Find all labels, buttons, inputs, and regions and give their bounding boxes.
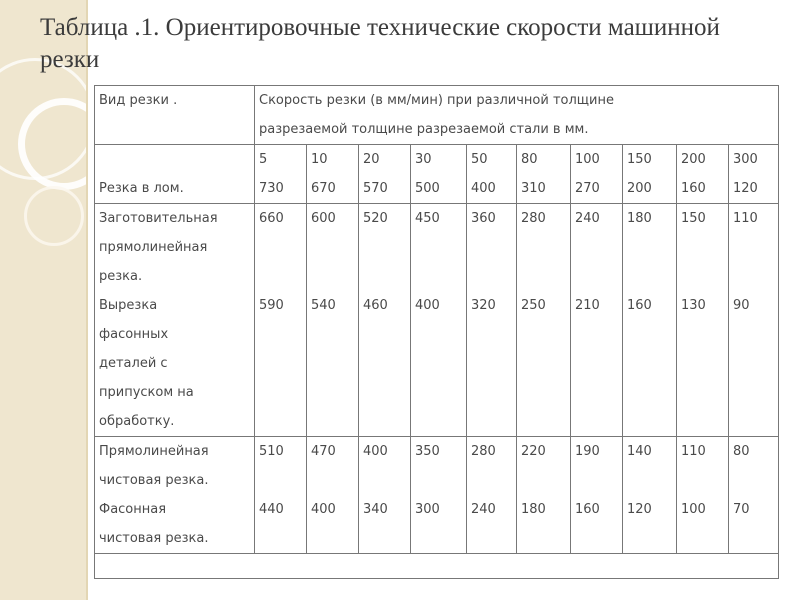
shaped-speed-value: 320 — [471, 298, 496, 313]
shaped-speed-value: 540 — [311, 298, 336, 313]
finish-label-cell — [95, 437, 255, 554]
finish-speed-value: 470 — [311, 444, 336, 459]
scrap-label: Резка в лом. — [99, 181, 184, 196]
finish-speed-cell — [255, 437, 307, 554]
rough-speed-cell — [255, 204, 307, 437]
finish-speed-cell — [729, 437, 779, 554]
scrap-speed-value: 120 — [733, 181, 758, 196]
scrap-label-cell — [95, 145, 255, 204]
scrap-row — [95, 145, 779, 204]
finish-speed-cell — [307, 437, 359, 554]
row2-label-line: деталей с — [99, 356, 168, 371]
thickness-value: 10 — [311, 152, 328, 167]
row4-label-line: Фасонная — [99, 502, 167, 517]
rough-speed-value: 240 — [575, 211, 600, 226]
row2-label-line: фасонных — [99, 327, 169, 342]
shaped-finish-speed-value: 180 — [521, 502, 546, 517]
header-kind: Вид резки . — [99, 93, 178, 108]
empty-cell — [95, 554, 779, 579]
shaped-speed-value: 160 — [627, 298, 652, 313]
shaped-speed-value: 590 — [259, 298, 284, 313]
cutting-speed-table — [94, 85, 779, 579]
thickness-value: 300 — [733, 152, 758, 167]
finish-speed-value: 190 — [575, 444, 600, 459]
scrap-speed-value: 160 — [681, 181, 706, 196]
thickness-value: 30 — [415, 152, 432, 167]
finish-speed-value: 220 — [521, 444, 546, 459]
row1-label-line: прямолинейная — [99, 240, 208, 255]
thickness-value: 150 — [627, 152, 652, 167]
finish-speed-value: 510 — [259, 444, 284, 459]
rough-speed-cell — [729, 204, 779, 437]
shaped-finish-speed-value: 300 — [415, 502, 440, 517]
row2-label-line: Вырезка — [99, 298, 158, 313]
slide-title: Таблица .1. Ориентировочные технические скорости машинной резки — [40, 14, 720, 73]
rough-speed-value: 150 — [681, 211, 706, 226]
header-speed-cell — [255, 86, 779, 145]
shaped-finish-speed-value: 120 — [627, 502, 652, 517]
shaped-speed-value: 250 — [521, 298, 546, 313]
thickness-scrap-cell — [517, 145, 571, 204]
scrap-speed-value: 200 — [627, 181, 652, 196]
thickness-scrap-cell — [255, 145, 307, 204]
scrap-speed-value: 570 — [363, 181, 388, 196]
shaped-speed-value: 90 — [733, 298, 750, 313]
scrap-speed-value: 730 — [259, 181, 284, 196]
row1-label-line: Заготовительная — [99, 211, 218, 226]
header-kind-cell — [95, 86, 255, 145]
finish-cutting-row — [95, 437, 779, 554]
thickness-value: 80 — [521, 152, 538, 167]
scrap-speed-value: 270 — [575, 181, 600, 196]
thickness-scrap-cell — [571, 145, 623, 204]
rough-label-cell — [95, 204, 255, 437]
finish-speed-cell — [467, 437, 517, 554]
thickness-value: 5 — [259, 152, 268, 167]
thickness-scrap-cell — [729, 145, 779, 204]
rough-cutting-row — [95, 204, 779, 437]
row4-label-line: чистовая резка. — [99, 531, 209, 546]
scrap-speed-value: 310 — [521, 181, 546, 196]
shaped-speed-value: 460 — [363, 298, 388, 313]
row2-label-line: обработку. — [99, 414, 175, 429]
rough-speed-cell — [623, 204, 677, 437]
rough-speed-value: 520 — [363, 211, 388, 226]
thickness-value: 100 — [575, 152, 600, 167]
shaped-speed-value: 400 — [415, 298, 440, 313]
shaped-finish-speed-value: 70 — [733, 502, 750, 517]
rough-speed-value: 110 — [733, 211, 758, 226]
row1-label-line: резка. — [99, 269, 143, 284]
thickness-scrap-cell — [677, 145, 729, 204]
finish-speed-value: 140 — [627, 444, 652, 459]
rough-speed-cell — [307, 204, 359, 437]
shaped-finish-speed-value: 340 — [363, 502, 388, 517]
thickness-value: 20 — [363, 152, 380, 167]
row3-label-line: Прямолинейная — [99, 444, 209, 459]
thickness-scrap-cell — [307, 145, 359, 204]
thickness-value: 200 — [681, 152, 706, 167]
rough-speed-value: 660 — [259, 211, 284, 226]
header-speed-line2: разрезаемой толщине разрезаемой стали в мм. — [259, 122, 589, 137]
scrap-speed-value: 670 — [311, 181, 336, 196]
scrap-speed-value: 500 — [415, 181, 440, 196]
rough-speed-cell — [359, 204, 411, 437]
header-speed-line1: Скорость резки (в мм/мин) при различной толщине — [259, 93, 614, 108]
finish-speed-cell — [411, 437, 467, 554]
decorative-divider — [86, 0, 88, 600]
table-header-row — [95, 86, 779, 145]
finish-speed-cell — [517, 437, 571, 554]
finish-speed-value: 400 — [363, 444, 388, 459]
shaped-speed-value: 210 — [575, 298, 600, 313]
thickness-scrap-cell — [411, 145, 467, 204]
thickness-value: 50 — [471, 152, 488, 167]
row3-label-line: чистовая резка. — [99, 473, 209, 488]
finish-speed-value: 350 — [415, 444, 440, 459]
shaped-finish-speed-value: 100 — [681, 502, 706, 517]
finish-speed-cell — [677, 437, 729, 554]
thickness-scrap-cell — [623, 145, 677, 204]
finish-speed-value: 280 — [471, 444, 496, 459]
finish-speed-cell — [623, 437, 677, 554]
rough-speed-value: 450 — [415, 211, 440, 226]
shaped-finish-speed-value: 440 — [259, 502, 284, 517]
rough-speed-cell — [467, 204, 517, 437]
finish-speed-value: 110 — [681, 444, 706, 459]
shaped-speed-value: 130 — [681, 298, 706, 313]
rough-speed-cell — [571, 204, 623, 437]
rough-speed-value: 280 — [521, 211, 546, 226]
rough-speed-cell — [411, 204, 467, 437]
thickness-scrap-cell — [467, 145, 517, 204]
shaped-finish-speed-value: 400 — [311, 502, 336, 517]
decorative-ring-small — [24, 186, 84, 246]
row2-label-line: припуском на — [99, 385, 194, 400]
empty-row — [95, 554, 779, 579]
finish-speed-cell — [571, 437, 623, 554]
scrap-speed-value: 400 — [471, 181, 496, 196]
rough-speed-cell — [517, 204, 571, 437]
finish-speed-value: 80 — [733, 444, 750, 459]
rough-speed-value: 600 — [311, 211, 336, 226]
rough-speed-value: 180 — [627, 211, 652, 226]
shaped-finish-speed-value: 160 — [575, 502, 600, 517]
rough-speed-cell — [677, 204, 729, 437]
thickness-scrap-cell — [359, 145, 411, 204]
finish-speed-cell — [359, 437, 411, 554]
rough-speed-value: 360 — [471, 211, 496, 226]
shaped-finish-speed-value: 240 — [471, 502, 496, 517]
